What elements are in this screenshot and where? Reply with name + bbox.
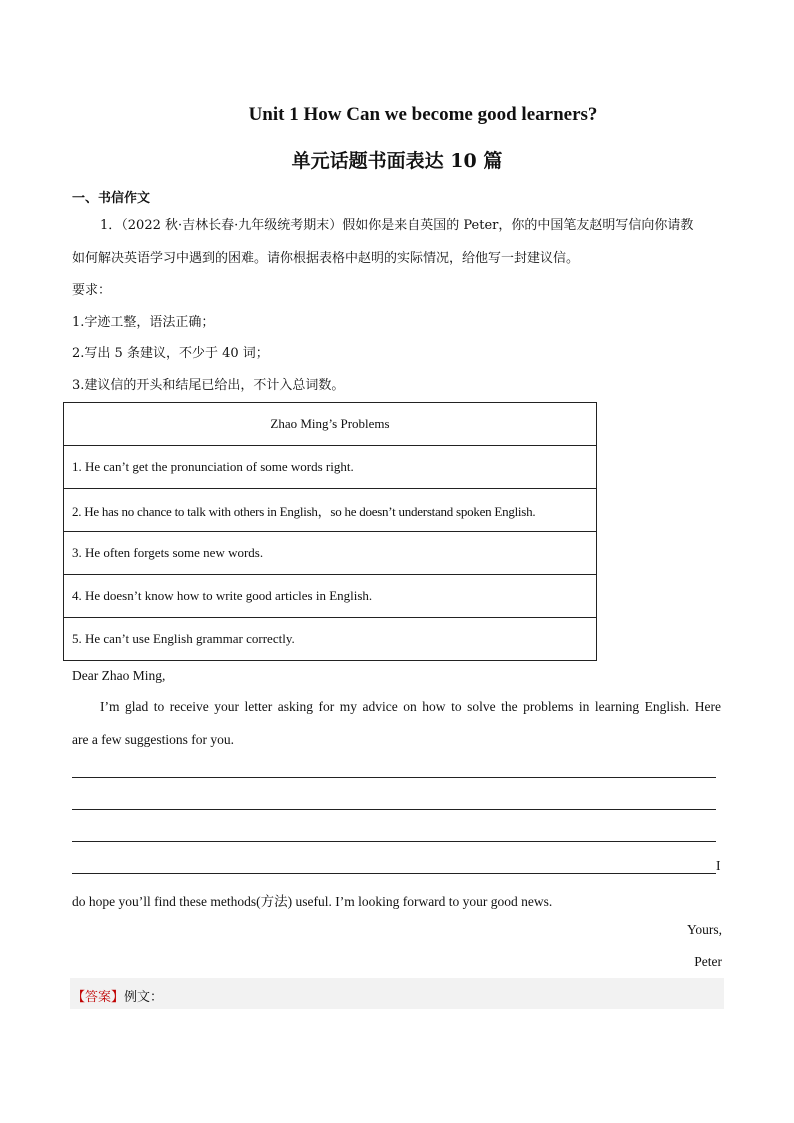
table-row: 1. He can’t get the pronunciation of some words right. xyxy=(64,446,597,489)
letter-salutation: Dear Zhao Ming, xyxy=(72,668,166,683)
letter-signature: Peter xyxy=(694,954,722,969)
answer-bar xyxy=(70,978,724,1009)
question-line-2: 如何解决英语学习中遇到的困难。请你根据表格中赵明的实际情况，给他写一封建议信。 xyxy=(72,251,580,266)
line-end-char: I xyxy=(716,858,721,873)
letter-body-line-2: are a few suggestions for you. xyxy=(72,732,234,747)
letter-closing-line: do hope you’ll find these methods(方法) useful. I’m looking forward to your good news. xyxy=(72,894,553,909)
table-row: 3. He often forgets some new words. xyxy=(64,532,597,575)
answer-writing-line[interactable] xyxy=(72,777,716,778)
requirement-2: 2.写出 5 条建议，不少于 40 词； xyxy=(72,346,269,361)
question-line-1: 1．（2022 秋·吉林长春·九年级统考期末）假如你是来自英国的 Peter，你的中国笔友赵明写信向你请教 xyxy=(100,218,694,233)
answer-writing-line[interactable] xyxy=(72,841,716,842)
page-title: Unit 1 How Can we become good learners? xyxy=(248,104,598,125)
letter-body-line-1: I’m glad to receive your letter asking for my advice on how to solve the problems in learning English. Here xyxy=(100,699,721,714)
table-row: 4. He doesn’t know how to write good articles in English. xyxy=(64,575,597,618)
table-row: 5. He can’t use English grammar correctly. xyxy=(64,618,597,661)
answer-text: 例文： xyxy=(124,990,164,1005)
answer-writing-line[interactable] xyxy=(72,809,716,810)
answer-label xyxy=(72,986,163,1005)
table-row: 2. He has no chance to talk with others in English，so he doesn’t understand spoken English. xyxy=(64,489,597,532)
requirements-label: 要求： xyxy=(72,283,112,298)
problems-table xyxy=(63,402,597,661)
letter-signoff: Yours, xyxy=(686,922,722,937)
table-header: Zhao Ming’s Problems xyxy=(64,403,597,446)
answer-tag: 【答案】 xyxy=(72,990,125,1005)
page-subtitle: 单元话题书面表达 10 篇 xyxy=(291,150,503,172)
answer-writing-line[interactable] xyxy=(72,873,716,874)
section-heading: 一、书信作文 xyxy=(72,191,151,206)
requirement-1: 1.字迹工整，语法正确； xyxy=(72,315,215,330)
requirement-3: 3.建议信的开头和结尾已给出，不计入总词数。 xyxy=(72,378,345,393)
